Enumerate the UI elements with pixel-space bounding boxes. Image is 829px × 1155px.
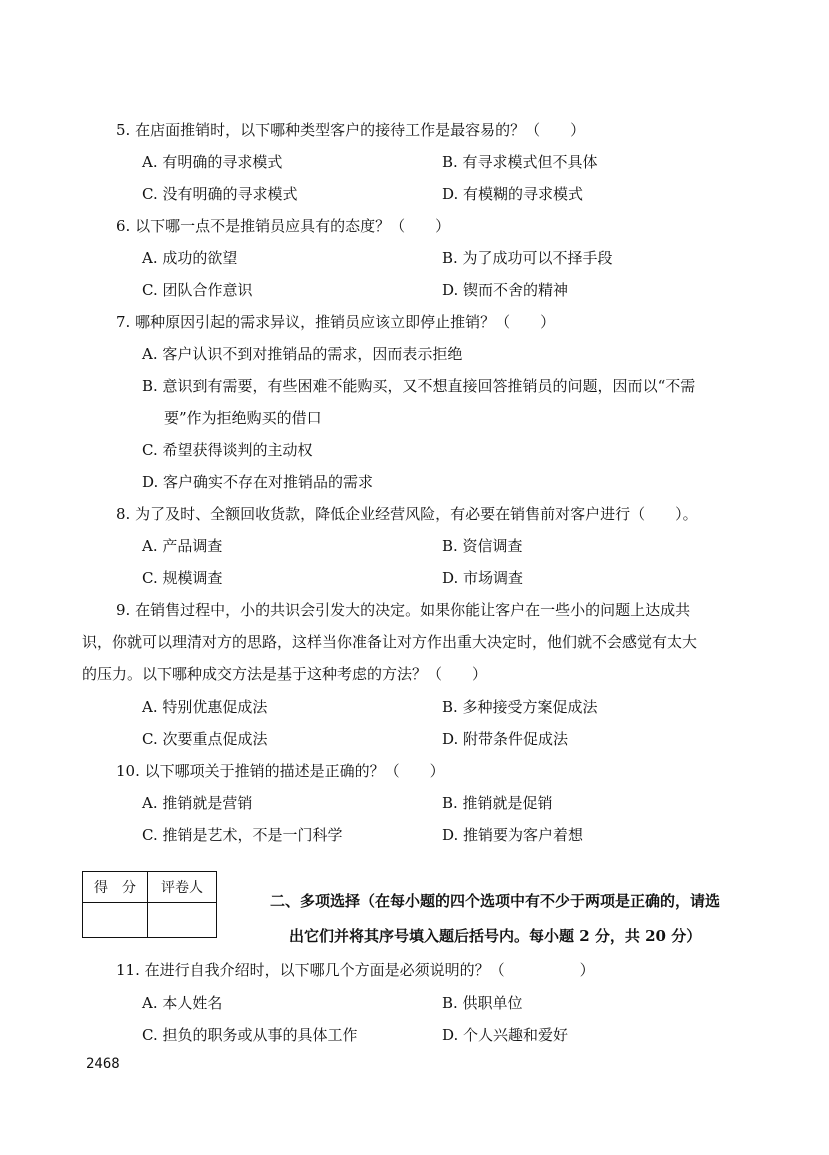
question-10-option-b: B. 推销就是促销 [442,794,553,812]
question-5-option-b: B. 有寻求模式但不具体 [442,153,598,171]
question-9-stem-line1: 9. 在销售过程中，小的共识会引发大的决定。如果你能让客户在一些小的问题上达成共 [116,601,691,619]
section-2-heading-line1: 二、多项选择（在每小题的四个选项中有不少于两项是正确的，请选 [270,892,721,910]
section-2-heading-line2: 出它们并将其序号填入题后括号内。每小题 2 分，共 20 分） [289,927,702,945]
grader-label: 评卷人 [148,872,217,903]
question-11-option-c: C. 担负的职务或从事的具体工作 [142,1026,358,1044]
question-10-option-d: D. 推销要为客户着想 [442,826,584,844]
question-8-option-d: D. 市场调查 [442,569,524,587]
question-9-stem-line2: 识，你就可以理清对方的思路，这样当你准备让对方作出重大决定时，他们就不会感觉有太大 [82,633,698,651]
question-9-option-b: B. 多种接受方案促成法 [442,698,598,716]
question-11-option-d: D. 个人兴趣和爱好 [442,1026,569,1044]
question-7-option-d: D. 客户确实不存在对推销品的需求 [142,473,374,491]
score-label: 得 分 [83,872,148,903]
page-number: 2468 [86,1056,120,1072]
question-6-stem: 6. 以下哪一点不是推销员应具有的态度？（ ） [116,217,451,235]
question-8-option-c: C. 规模调查 [142,569,223,587]
question-10-option-c: C. 推销是艺术，不是一门科学 [142,826,343,844]
question-7-stem: 7. 哪种原因引起的需求异议，推销员应该立即停止推销？（ ） [116,313,556,331]
question-7-option-b-line1: B. 意识到有需要，有些困难不能购买，又不想直接回答推销员的问题，因而以“不需 [142,377,696,395]
question-6-option-a: A. 成功的欲望 [142,249,238,267]
question-5-option-c: C. 没有明确的寻求模式 [142,185,298,203]
question-9-option-d: D. 附带条件促成法 [442,730,569,748]
question-7-option-c: C. 希望获得谈判的主动权 [142,441,313,459]
question-5-option-d: D. 有模糊的寻求模式 [442,185,584,203]
question-9-option-a: A. 特别优惠促成法 [142,698,268,716]
question-5-stem: 5. 在店面推销时，以下哪种类型客户的接待工作是最容易的？（ ） [116,121,586,139]
score-table [82,871,217,938]
question-8-option-a: A. 产品调查 [142,537,223,555]
question-7-option-a: A. 客户认识不到对推销品的需求，因而表示拒绝 [142,345,463,363]
question-8-option-b: B. 资信调查 [442,537,523,555]
score-cell[interactable] [83,903,148,938]
question-9-option-c: C. 次要重点促成法 [142,730,268,748]
question-6-option-c: C. 团队合作意识 [142,281,253,299]
question-6-option-d: D. 锲而不舍的精神 [442,281,569,299]
grader-cell[interactable] [148,903,217,938]
question-6-option-b: B. 为了成功可以不择手段 [442,249,613,267]
question-9-stem-line3: 的压力。以下哪种成交方法是基于这种考虑的方法？（ ） [82,665,488,683]
question-11-option-a: A. 本人姓名 [142,994,223,1012]
question-11-stem: 11. 在进行自我介绍时，以下哪几个方面是必须说明的？（ ） [116,961,595,979]
question-8-stem: 8. 为了及时、全额回收货款，降低企业经营风险，有必要在销售前对客户进行（ ）。 [116,505,698,523]
question-7-option-b-line2: 要”作为拒绝购买的借口 [164,409,322,427]
question-11-option-b: B. 供职单位 [442,994,523,1012]
question-10-stem: 10. 以下哪项关于推销的描述是正确的？（ ） [116,762,445,780]
question-5-option-a: A. 有明确的寻求模式 [142,153,283,171]
question-10-option-a: A. 推销就是营销 [142,794,253,812]
